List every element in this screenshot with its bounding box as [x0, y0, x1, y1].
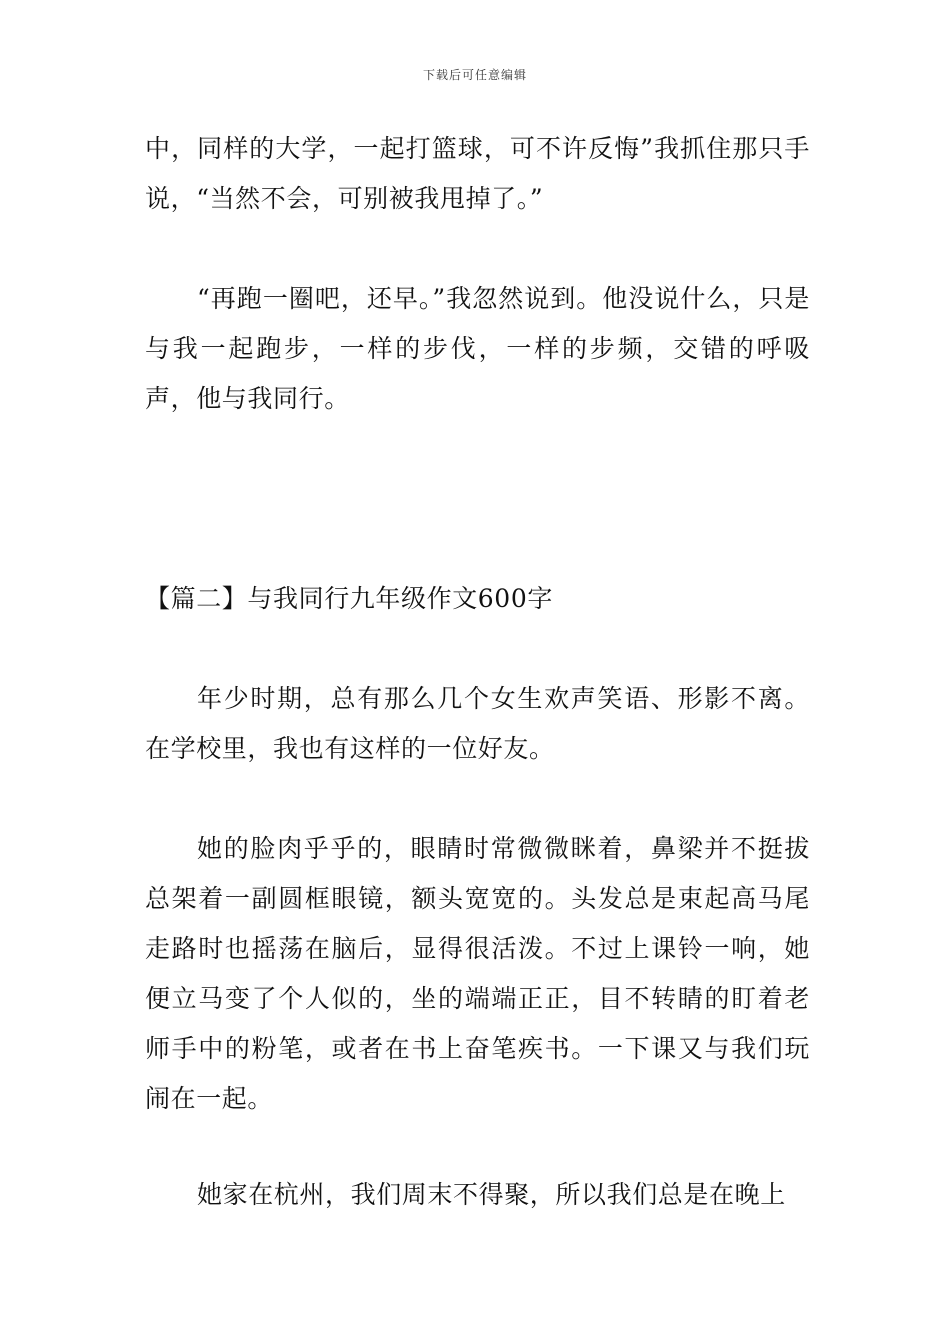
section-heading: 【篇二】与我同行九年级作文600字 [145, 584, 553, 613]
paragraph-hangzhou: 她家在杭州，我们周末不得聚，所以我们总是在晚上 [197, 1180, 786, 1209]
header-note: 下载后可任意编辑 [422, 68, 527, 82]
paragraph-intro: 年少时期，总有那么几个女生欢声笑语、形影不离。在学校里，我也有这样的一位好友。 [145, 684, 810, 763]
paragraph-continuation: 中，同样的大学，一起打篮球，可不许反悔”我抓住那只手说，“当然不会，可别被我甩掉了。” [145, 134, 810, 213]
paragraph-description: 她的脸肉乎乎的，眼睛时常微微眯着，鼻梁并不挺拔总架着一副圆框眼镜，额头宽宽的。头发总是束起高马尾走路时也摇荡在脑后，显得很活泼。不过上课铃一响，她便立马变了个人似的，坐的端端正正，目不转睛的盯着老师手中的粉笔，或者在书上奋笔疾书。一下课又与我们玩闹在一起。 [145, 834, 810, 1113]
paragraph-run-together: “再跑一圈吧，还早。”我忽然说到。他没说什么，只是与我一起跑步，一样的步伐，一样的步频，交错的呼吸声，他与我同行。 [145, 284, 810, 413]
